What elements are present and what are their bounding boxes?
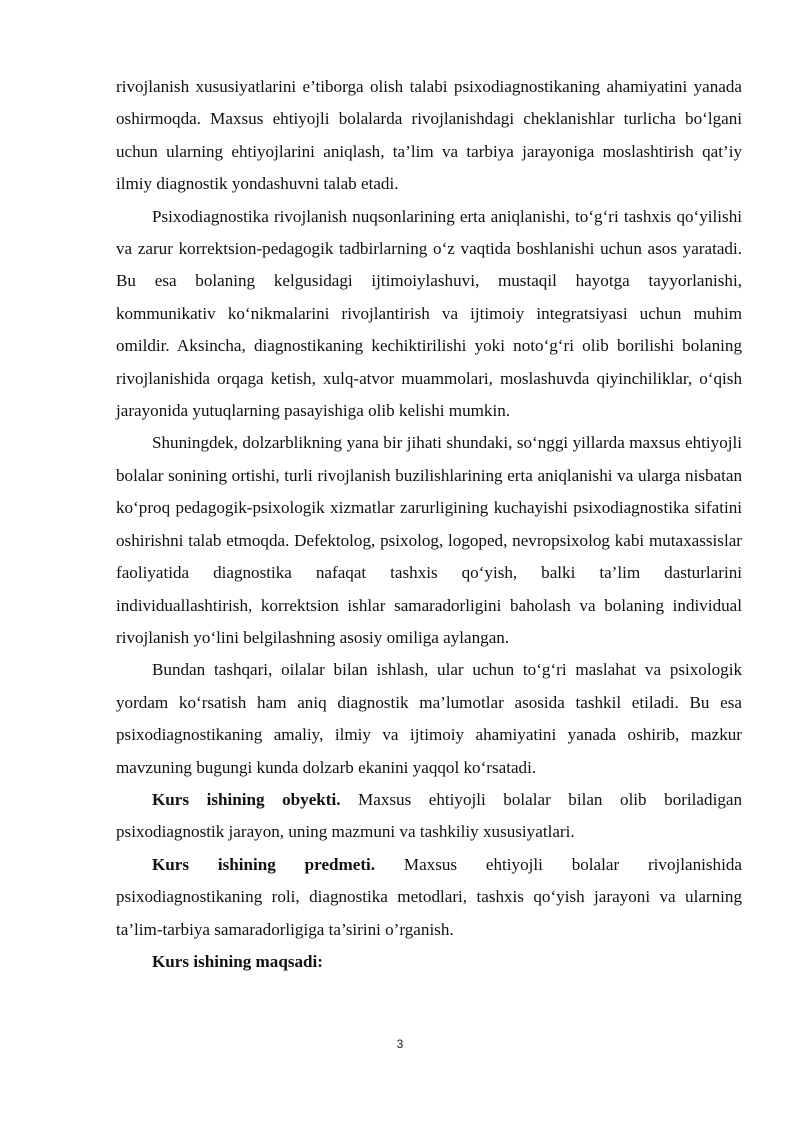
paragraph-family-work: Bundan tashqari, oilalar bilan ishlash, ular uchun to‘g‘ri maslahat va psixologik yordam ko‘rsatish ham aniq diagnostik ma’lumotlar asosida tashkil etiladi. Bu esa psixodiagnostikaning amaliy, ilmiy va ijtimoiy ahamiyatini yanada oshirib, mazkur mavzuning bugungi kunda dolzarb ekanini yaqqol ko‘rsatadi. — [116, 660, 742, 777]
paragraph-relevance: Shuningdek, dolzarblikning yana bir jihati shundaki, so‘nggi yillarda maxsus ehtiyojli bolalar sonining ortishi, turli rivojlanish buzilishlarining erta aniqlanishi va ularga nisbatan ko‘proq pedagogik-psixologik xizmatlar zarurligining kuchayishi psixodiagnostika sifatini oshirishni talab etmoqda. Defektolog, psixolog, logoped, nevropsixolog kabi mutaxassislar faoliyatida diagnostika nafaqat tashxis qo‘yish, balki ta’lim dasturlarini individuallashtirish, korrektsion ishlar samaradorligini baholash va bolaning individual rivojlanish yo‘lini belgilashning asosiy omiliga aylangan. — [116, 433, 742, 647]
paragraph-course-subject — [116, 849, 742, 946]
course-goal-heading: Kurs ishining maqsadi: — [152, 951, 323, 971]
page-number: 3 — [396, 1037, 404, 1051]
course-object-text: Maxsus ehtiyojli bolalar bilan olib boriladigan psixodiagnostik jarayon, uning mazmuni va tashkiliy xususiyatlari. — [116, 789, 742, 842]
course-object-heading: Kurs ishining obyekti. — [152, 789, 341, 809]
paragraph-early-diagnosis: Psixodiagnostika rivojlanish nuqsonlarining erta aniqlanishi, to‘g‘ri tashxis qo‘yilishi va zarur korrektsion-pedagogik tadbirlarning o‘z vaqtida boshlanishi uchun asos yaratadi. Bu esa bolaning kelgusidagi ijtimoiylashuvi, mustaqil hayotga tayyorlanishi, kommunikativ ko‘nikmalarini rivojlantirish va ijtimoiy integratsiyasi uchun muhim omildir. Aksincha, diagnostikaning kechiktirilishi yoki noto‘g‘ri olib borilishi bolaning rivojlanishida orqaga ketish, xulq-atvor muammolari, moslashuvda qiyinchiliklar, o‘qish jarayonida yutuqlarning pasayishiga olib kelishi mumkin. — [116, 206, 742, 421]
course-subject-heading: Kurs ishining predmeti. — [152, 854, 376, 874]
paragraph-course-goal — [116, 946, 742, 978]
body-text — [116, 71, 742, 978]
course-subject-text: Maxsus ehtiyojli bolalar rivojlanishida psixodiagnostikaning roli, diagnostika metodlari, tashxis qo‘yish jarayoni va ularning ta’lim-tarbiya samaradorligiga ta’sirini o’rganish. — [116, 854, 742, 939]
paragraph-continuation: rivojlanish xususiyatlarini e’tiborga olish talabi psixodiagnostikaning ahamiyatini yanada oshirmoqda. Maxsus ehtiyojli bolalarda rivojlanishdagi cheklanishlar turlicha bo‘lgani uchun ularning ehtiyojlarini aniqlash, ta’lim va tarbiya jarayoniga moslashtirish qat’iy ilmiy diagnostik yondashuvni talab etadi. — [116, 77, 742, 194]
paragraph-course-object — [116, 784, 742, 849]
